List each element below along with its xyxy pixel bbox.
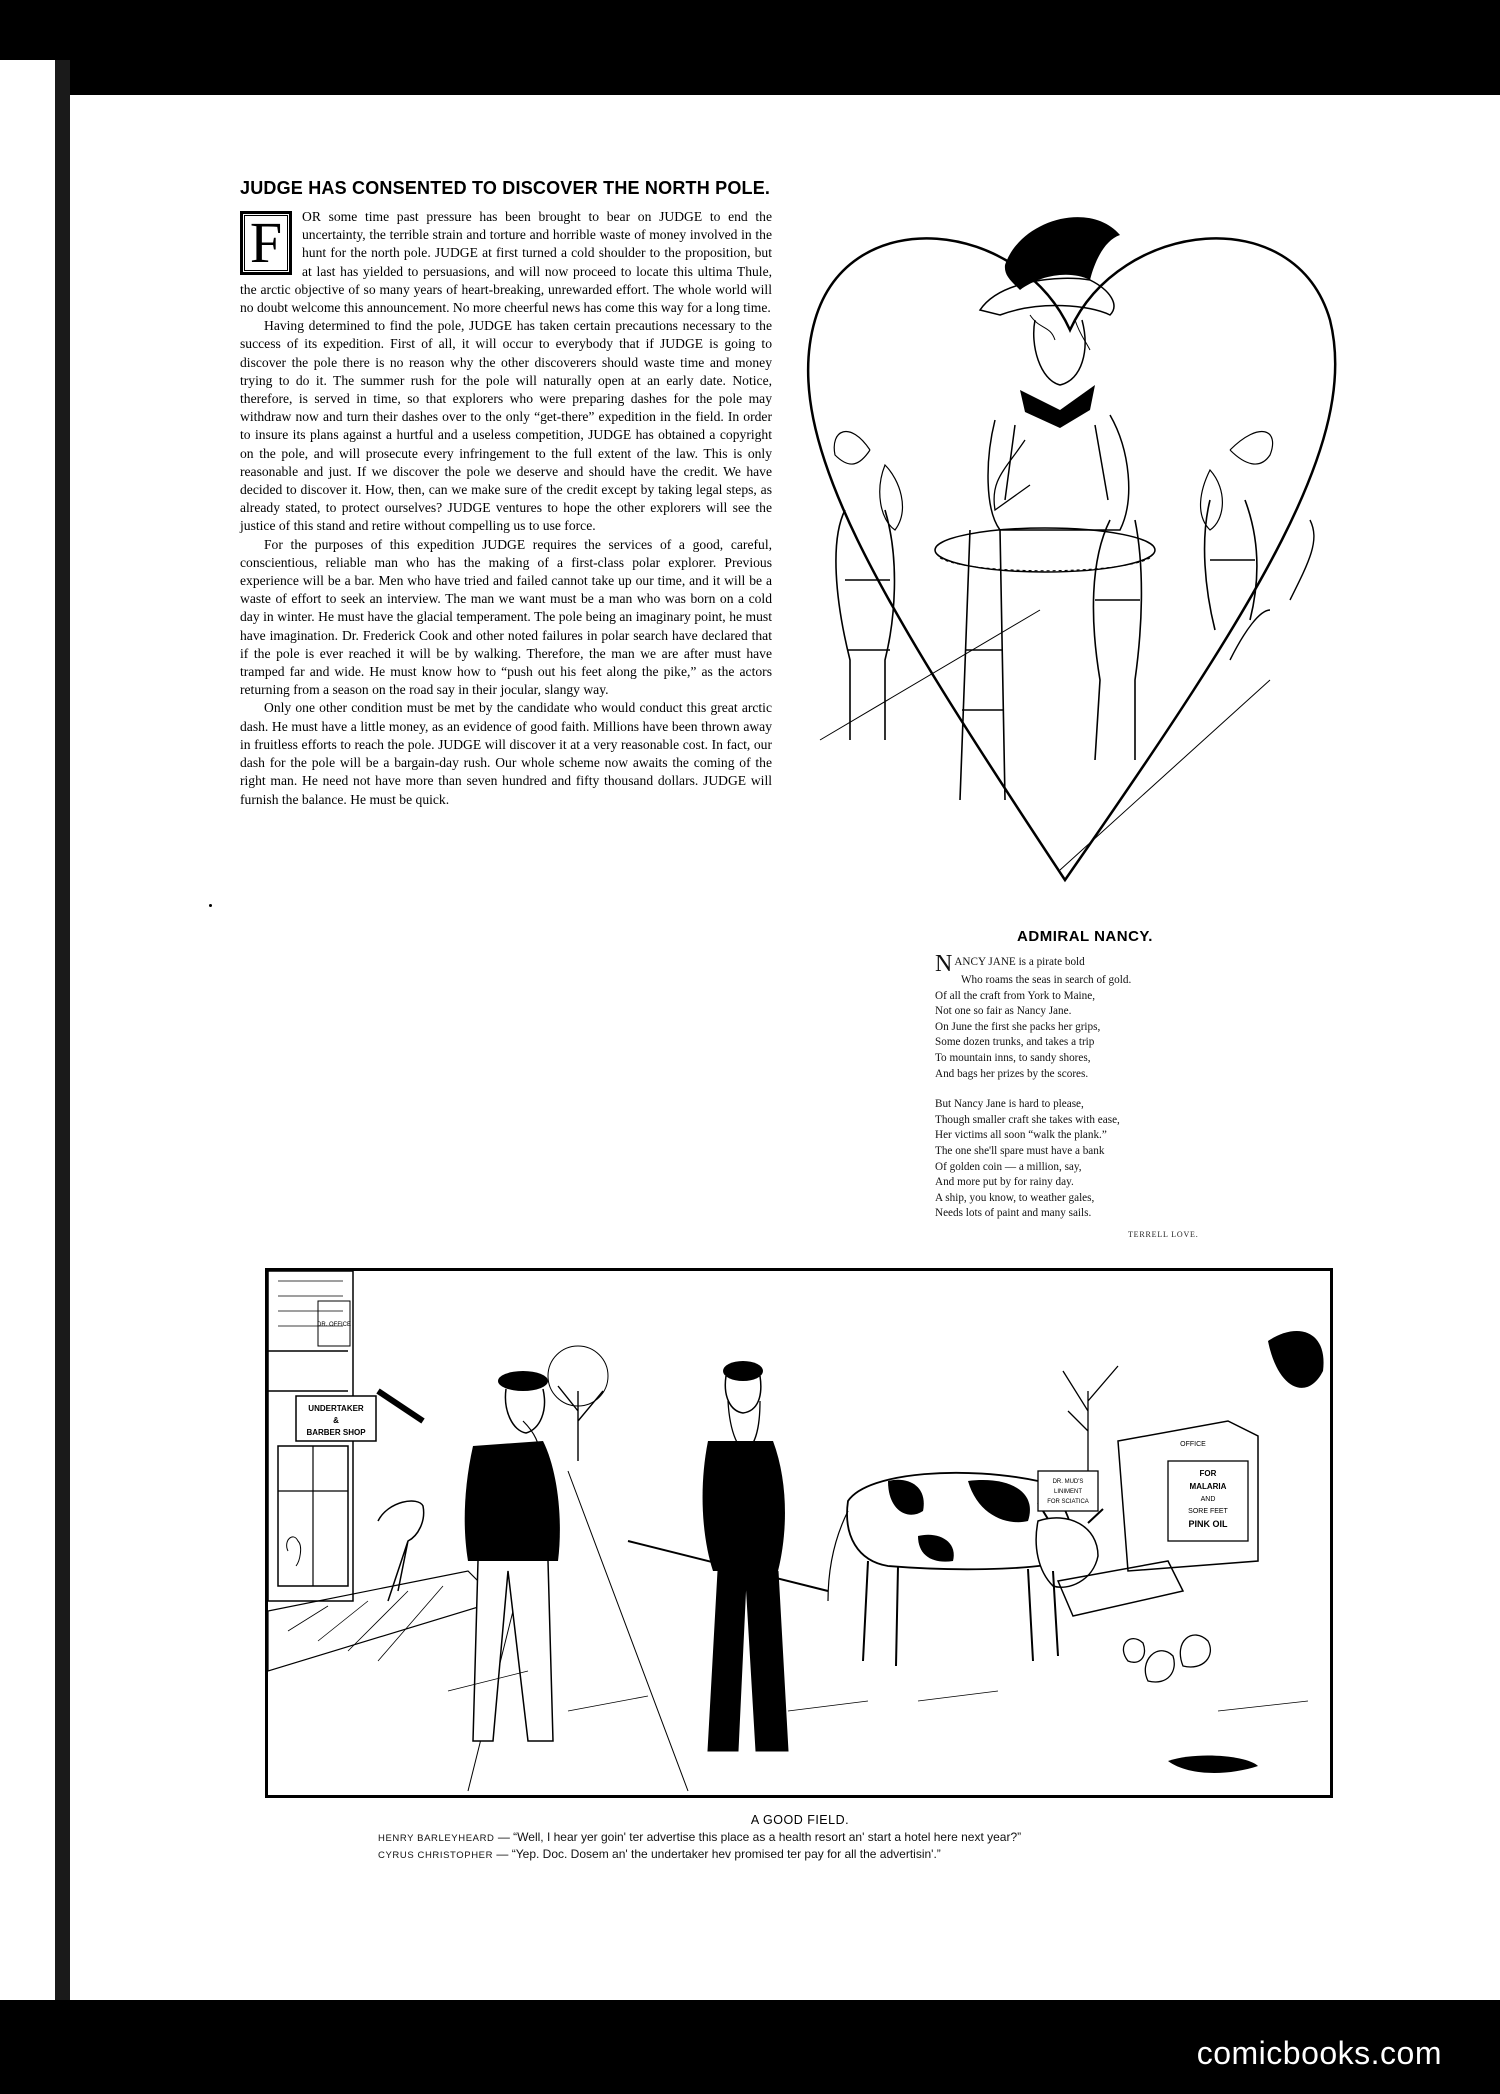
poem-line: To mountain inns, to sandy shores,: [935, 1051, 1091, 1064]
malaria-sign-line5: PINK OIL: [1188, 1519, 1228, 1529]
poem-line: A ship, you know, to weather gales,: [935, 1191, 1095, 1204]
goose-3: [1123, 1639, 1144, 1663]
poem-line: Who roams the seas in search of gold.: [961, 974, 1132, 986]
doctor-sign-text: DR. OFFICE: [317, 1322, 351, 1328]
goose-2: [1180, 1635, 1210, 1667]
article-body: [240, 208, 772, 809]
cartoon-caption-title: A GOOD FIELD.: [750, 1813, 850, 1827]
bearded-man-head: [725, 1376, 761, 1413]
poem-line: And bags her prizes by the scores.: [935, 1067, 1089, 1080]
poem-line: Needs lots of paint and many sails.: [935, 1207, 1092, 1220]
article-paragraph-4: Only one other condition must be met by the candidate who would conduct this great arctic dash. He must have a little money, as an evidence of good faith. Millions have been thrown away in fruitless efforts to reach the pole. JUDGE will discover it at a very reasonable cost. In fact, our dash for the pole will be a bargain-day rush. Our whole scheme now awaits the coming of the right man. He need not have more than seven hundred and fifty thousand dollars. JUDGE will furnish the balance. He must be quick.: [240, 700, 772, 807]
malaria-sign-line2: MALARIA: [1189, 1482, 1227, 1491]
speaker-1-name: HENRY BARLEYHEARD: [378, 1833, 495, 1844]
ground-puddle: [1168, 1756, 1258, 1773]
bearded-man-body: [703, 1441, 785, 1571]
office-sign: OFFICE: [1180, 1441, 1206, 1448]
article-dropcap-letter: F: [244, 215, 288, 271]
figure-collar: [1020, 385, 1095, 428]
barber-pole: [378, 1391, 423, 1421]
poem-dropcap: N: [935, 951, 953, 977]
building-siding: [278, 1281, 343, 1326]
tree-center: [558, 1386, 603, 1461]
cupid-right: [1201, 431, 1273, 530]
hat-man-legs: [473, 1561, 553, 1741]
dog: [287, 1537, 301, 1566]
table-lace: [940, 558, 1150, 571]
cow-legs: [863, 1561, 1058, 1666]
poem-line: The one she'll spare must have a bank: [935, 1144, 1105, 1157]
artist-signature: [1230, 520, 1314, 660]
hat-man-hat: [498, 1371, 548, 1391]
sign-undertaker-line1: UNDERTAKER: [308, 1404, 364, 1413]
poem-line-text: ANCY JANE is a pirate bold: [954, 956, 1085, 968]
poem-line: Her victims all soon “walk the plank.”: [935, 1129, 1107, 1142]
figure-head: [1034, 320, 1085, 385]
speaker-1-line: — “Well, I hear yer goin' ter advertise this place as a health resort an' start a hotel here next year?”: [497, 1830, 1022, 1844]
page-gutter-left: [0, 60, 55, 2000]
site-watermark: comicbooks.com: [1196, 2035, 1442, 2071]
goose-1: [1145, 1651, 1174, 1682]
figure-body: [988, 415, 1129, 530]
poem-title: ADMIRAL NANCY.: [1017, 928, 1153, 945]
poem-line: [935, 951, 1235, 977]
bending-man: [378, 1501, 424, 1601]
liniment-sign-line1: DR. MUD'S: [1052, 1479, 1084, 1485]
sign-undertaker-line2: &: [333, 1416, 339, 1425]
liniment-sign-line3: FOR SCIATICA: [1047, 1499, 1089, 1505]
speaker-2-name: CYRUS CHRISTOPHER: [378, 1850, 494, 1861]
shop-window-pane: [278, 1446, 348, 1586]
article-dropcap: [240, 211, 292, 275]
poem-line: On June the first she packs her grips,: [935, 1020, 1101, 1033]
poem-signature: TERRELL LOVE.: [1128, 1230, 1199, 1239]
tree-right: [1063, 1366, 1118, 1471]
cupid-left: [834, 431, 902, 530]
cow-tail: [828, 1511, 848, 1601]
stanza-gap: [935, 1082, 1235, 1097]
admiral-nancy-illustration: [790, 180, 1350, 910]
boardwalk-planks: [288, 1586, 443, 1661]
poem-line: Of golden coin — a million, say,: [935, 1160, 1082, 1173]
hat-brim: [980, 278, 1114, 315]
cartoon-caption-line-1: [378, 1830, 1021, 1844]
page-binding-shadow: [55, 60, 70, 2000]
poem-line: Though smaller craft she takes with ease,: [935, 1113, 1120, 1126]
poem-line: Of all the craft from York to Maine,: [935, 989, 1096, 1002]
chair-right: [1093, 520, 1141, 760]
poem-line: Some dozen trunks, and takes a trip: [935, 1036, 1095, 1049]
article-headline: JUDGE HAS CONSENTED TO DISCOVER THE NORTH POLE.: [240, 178, 771, 198]
poem-line: And more put by for rainy day.: [935, 1176, 1074, 1189]
bearded-man-hat: [723, 1361, 763, 1381]
poem-line: Not one so fair as Nancy Jane.: [935, 1005, 1072, 1018]
malaria-sign-line1: FOR: [1199, 1469, 1217, 1478]
chair-far-right: [1205, 500, 1257, 630]
malaria-sign-line4: SORE FEET: [1188, 1508, 1228, 1515]
chair-left: [836, 510, 895, 740]
liniment-sign-line2: LINIMENT: [1053, 1489, 1083, 1495]
article-paragraph-3: For the purposes of this expedition JUDGE requires the services of a good, careful, conscientious, reliable man who has the making of a first-class polar explorer. Previous experience will be a bar. Men who have tried and failed cannot take up our time, and it will be a waste of effort to seek an interview. The man we want must be a man who was born on a cold day in winter. He must have the glacial temperament. The pole being an imaginary point, he must have imagination. Dr. Frederick Cook and other noted failures in polar search have declared that if the pole is ever reached it will be by walking. Therefore, the man we are after must have tramped far and wide. He must know how to “push out his feet along the pike,” as the actors returning from a season on the road say in their jocular, slangy way.: [240, 536, 772, 698]
hat-man-head: [505, 1389, 544, 1433]
article-paragraph-1: OR some time past pressure has been brought to bear on JUDGE to end the uncertainty, the terrible strain and torture and horrible waste of money involved in the hunt for the north pole. JUDGE at first turned a cold shoulder to the proposition, but at last has yielded to persuasions, and will now proceed to locate this ultima Thule, the arctic objective of so many years of heart-breaking, unrewarded effort. The whole world will no doubt welcome this announcement. No more cheerful news has come this way for a long time.: [240, 209, 772, 316]
cow-head: [1036, 1518, 1098, 1587]
speaker-2-line: — “Yep. Doc. Dosem an' the undertaker hev promised ter pay for all the advertisin'.”: [496, 1847, 941, 1861]
figure-hair: [1030, 315, 1090, 350]
hat-man-coat: [465, 1441, 560, 1561]
cartoon-caption-line-2: [378, 1847, 941, 1861]
margin-mark: [209, 904, 212, 907]
bush-right: [1268, 1331, 1324, 1388]
poem-body: [935, 951, 1235, 1222]
sign-undertaker-line3: BARBER SHOP: [306, 1428, 366, 1437]
article-paragraph-2: Having determined to find the pole, JUDGE has taken certain precautions necessary to the success of its expedition. First of all, it will occur to everybody that if JUDGE is going to discover the pole there is no reason why the other discoverers should waste time and money trying to do it. The summer rush for the pole will naturally open at an early date. Notice, therefore, is served in time, so that explorers who were preparing dashes for the pole may withdraw now and turn their dashes over to the only “get-there” expedition in the field. In order to insure its plans against a hurtful and a useless competition, JUDGE has obtained a copyright on the pole, and will prosecute every infringement to the full extent of the law. This is only reasonable and just. If we discover the pole we deserve and should have the credit. We have decided to discover it. How, then, can we make sure of the credit except by taking legal steps, as already stated, to protect ourselves? JUDGE ventures to hope the other explorers will see the justice of this stand and retire without compelling us to use force.: [240, 318, 772, 534]
ground-hatching: [448, 1671, 1308, 1711]
bearded-man-legs: [708, 1571, 788, 1751]
malaria-sign-line3: AND: [1200, 1496, 1216, 1503]
poem-line: But Nancy Jane is hard to please,: [935, 1098, 1084, 1111]
hat-feathers: [1005, 217, 1120, 290]
good-field-cartoon: [265, 1268, 1333, 1798]
